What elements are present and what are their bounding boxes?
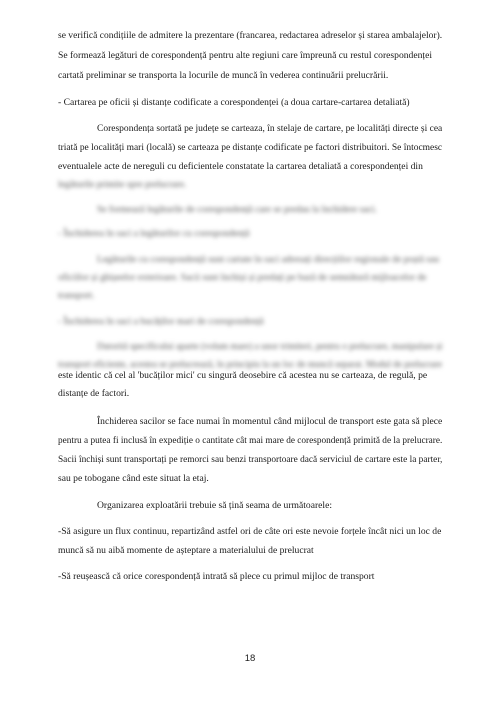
blurred-paragraph-line: Legăturile cu corespondență sunt cartate în saci adresați direcțiilor regionale de poștă sau	[97, 254, 440, 265]
paragraph-line: Închiderea sacilor se face numai în momentul când mijlocul de transport este gata să plece	[97, 416, 443, 427]
paragraph-line: Se formează legături de corespondență pentru alte regiuni care împreună cu restul corespondenței	[58, 50, 432, 61]
blurred-paragraph-line: legăturile primite spre prelucrare.	[58, 179, 187, 190]
paragraph-line: sau pe tobogane când este situat la etaj.	[58, 473, 209, 484]
paragraph-line: Sacii închiși sunt transportați pe remorci sau benzi transportoare dacă serviciul de cartare este la parter,	[58, 454, 443, 465]
paragraph-line: triată pe localități mari (locală) se carteaza pe distanțe codificate pe factori distribuitori. Se întocmesc	[58, 142, 443, 153]
list-item-continuation: muncă să nu aibă momente de așteptare a materialului de prelucrat	[58, 545, 314, 556]
list-item: -Să asigure un flux continuu, repartizând astfel ori de câte ori este nevoie forțele încât nici un loc de	[58, 526, 442, 537]
blurred-paragraph-line: Datorită specificului aparte (volum mare) a unor trimiteri, pentru o prelucrare, manipulare și	[97, 341, 443, 352]
blurred-section-heading: - Închiderea în saci a bucăților mari de corespondență	[58, 316, 264, 327]
blurred-section-heading: - Închiderea în saci a legăturilor cu corespondență	[58, 228, 250, 239]
section-heading: - Cartarea pe oficii și distanțe codificate a corespondenței (a doua cartare-cartarea detaliată)	[58, 97, 410, 108]
page-number: 18	[244, 653, 256, 664]
paragraph-line: eventualele acte de nereguli cu deficientele constatate la cartarea detaliată a corespondenței din	[58, 161, 423, 172]
blurred-paragraph-line: transport.	[58, 290, 95, 301]
paragraph-line: distanțe de factori.	[58, 388, 130, 399]
blurred-paragraph-line: Se formează legăturile de corespondență care se predau la închidere saci.	[97, 204, 377, 215]
paragraph-line: Corespondența sortată pe județe se carteaza, în stelaje de cartare, pe localități directe și cea	[97, 123, 443, 134]
list-item: -Să reușească că orice corespondență intrată să plece cu primul mijloc de transport	[58, 571, 375, 582]
paragraph-line: pentru a putea fi inclusă în expediție o cantitate cât mai mare de corespondență primită de la prelucrare.	[58, 435, 443, 446]
paragraph-line: Organizarea exploatării trebuie să țină seama de următoarele:	[97, 500, 333, 511]
paragraph-line: este identic că cel al 'bucăților mici' cu singură deosebire că acestea nu se carteaza, de regulă, pe	[58, 370, 428, 381]
blurred-paragraph-line: transport eficiente, acestea se prelucrează, în principiu la un loc de muncă separat. Modul de prelucrare	[58, 359, 442, 370]
paragraph-line: cartată preliminar se transporta la locurile de muncă în vederea continuării prelucrării.	[58, 70, 389, 81]
paragraph-line: se verifică condițiile de admitere la prezentare (francarea, redactarea adreselor și starea ambalajelor).	[58, 30, 443, 41]
blurred-paragraph-line: oficiilor și ghișeelor exterioare. Sacii sunt închiși și predați pe bază de semnătură mijloacelor de	[58, 272, 427, 283]
